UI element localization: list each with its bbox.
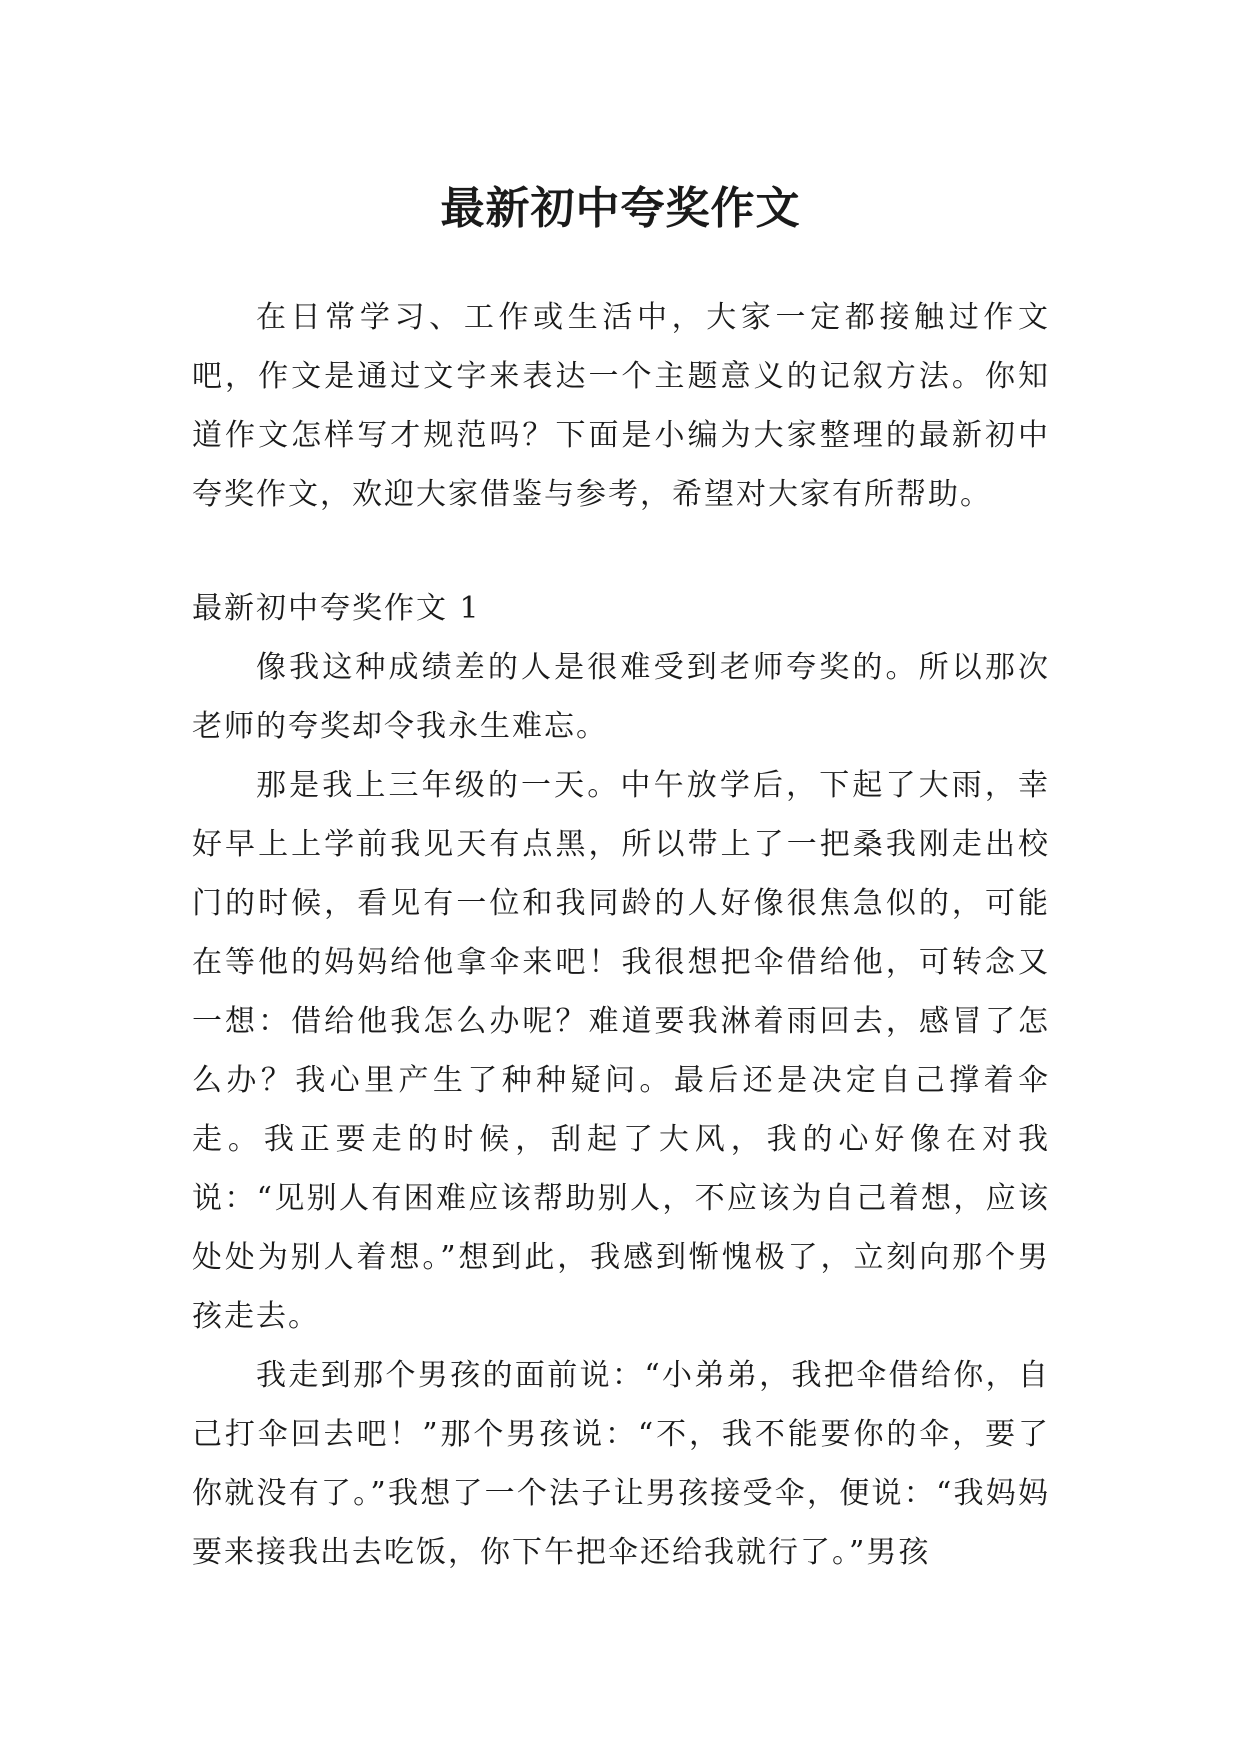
body-paragraph-3: 我走到那个男孩的面前说：“小弟弟，我把伞借给你，自己打伞回去吧！”那个男孩说：“不，我不能要你的伞，要了你就没有了。”我想了一个法子让男孩接受伞，便说：“我妈妈要来接我出去吃饭，你下午把伞还给我就行了。”男孩 [192,1358,1050,1570]
section-heading: 最新初中夸奖作文 1 [192,591,481,626]
body-paragraph-1: 像我这种成绩差的人是很难受到老师夸奖的。所以那次老师的夸奖却令我永生难忘。 [192,650,1050,744]
body-paragraph-2: 那是我上三年级的一天。中午放学后，下起了大雨，幸好早上上学前我见天有点黑，所以带上了一把桑我刚走出校门的时候，看见有一位和我同龄的人好像很焦急似的，可能在等他的妈妈给他拿伞来吧！我很想把伞借给他，可转念又一想：借给他我怎么办呢？难道要我淋着雨回去，感冒了怎么办？我心里产生了种种疑问。最后还是决定自己撑着伞走。我正要走的时候，刮起了大风，我的心好像在对我说：“见别人有困难应该帮助别人，不应该为自己着想，应该处处为别人着想。”想到此，我感到惭愧极了，立刻向那个男孩走去。 [192,768,1050,1334]
document-title: 最新初中夸奖作文 [440,183,801,235]
intro-paragraph: 在日常学习、工作或生活中，大家一定都接触过作文吧，作文是通过文字来表达一个主题意义的记叙方法。你知道作文怎样写才规范吗？下面是小编为大家整理的最新初中夸奖作文，欢迎大家借鉴与参考，希望对大家有所帮助。 [192,300,1050,512]
section-gap [192,524,1050,579]
document-body [192,288,1050,1582]
